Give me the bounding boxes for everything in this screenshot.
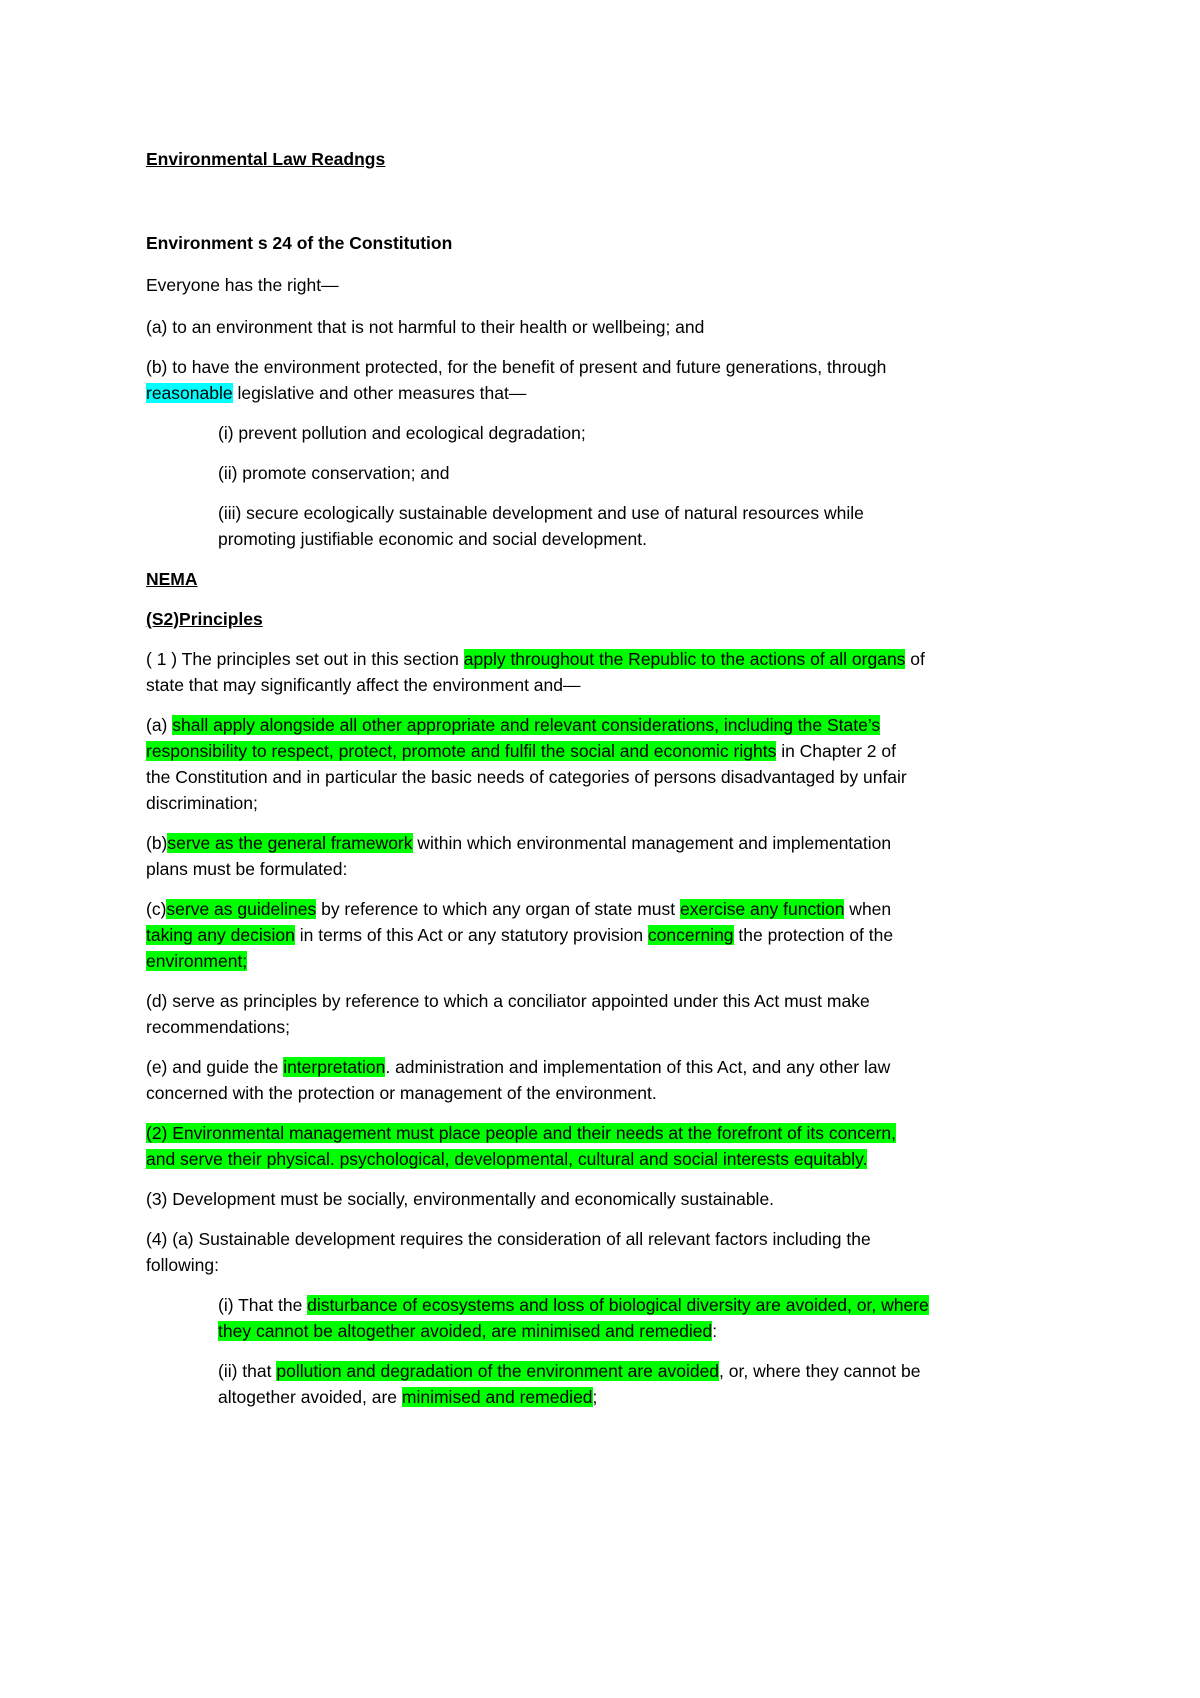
highlight: minimised and remedied [401,1387,593,1407]
s24-clause-b-line2: reasonable legislative and other measures that— [146,383,527,403]
s24-clause-b-line1: (b) to have the environment protected, for the benefit of present and future generations, through [146,357,887,377]
highlight-reasonable: reasonable [146,383,233,403]
principle-c-line2: taking any decision in terms of this Act or any statutory provision concerning the protection of the [146,925,894,945]
principle-3: (3) Development must be socially, environmentally and economically sustainable. [146,1189,775,1209]
highlight: concerning [647,925,734,945]
principle-e-line1: (e) and guide the interpretation. administration and implementation of this Act, and any other law [146,1057,891,1077]
principle-a-line2: responsibility to respect, protect, promote and fulfil the social and economic rights in Chapter 2 of [146,741,896,761]
principle-4-i-line2: they cannot be altogether avoided, are minimised and remedied: [218,1321,718,1341]
s24-intro: Everyone has the right— [146,275,339,295]
principle-b-line2: plans must be formulated: [146,859,348,879]
nema-heading: NEMA [146,569,198,589]
highlight: environment; [146,951,248,971]
highlight: disturbance of ecosystems and loss of biological diversity are avoided, or, where [307,1295,929,1315]
principle-b-line1: (b)serve as the general framework within which environmental management and implementation [146,833,892,853]
principle-4-line1: (4) (a) Sustainable development requires the consideration of all relevant factors including the [146,1229,871,1249]
principle-4-i-line1: (i) That the disturbance of ecosystems and loss of biological diversity are avoided, or, where [218,1295,929,1315]
section-heading-s24: Environment s 24 of the Constitution [146,233,453,253]
highlight: shall apply alongside all other appropriate and relevant considerations, including the State’s [172,715,881,735]
highlight: pollution and degradation of the environment are avoided [276,1361,720,1381]
principle-1-line1: ( 1 ) The principles set out in this section apply throughout the Republic to the actions of all organs of [146,649,925,669]
highlight: responsibility to respect, protect, promote and fulfil the social and economic rights [146,741,777,761]
principle-2-line1 [146,1120,896,1147]
principle-4-line2: following: [146,1255,219,1275]
highlight: and serve their physical. psychological, developmental, cultural and social interests equitably. [146,1149,868,1169]
principle-4-ii-line2: altogether avoided, are minimised and remedied; [218,1387,598,1407]
highlight: interpretation [283,1057,386,1077]
highlight: they cannot be altogether avoided, are minimised and remedied [218,1321,713,1341]
highlight: apply throughout the Republic to the actions of all organs [463,649,906,669]
highlight: (2) Environmental management must place people and their needs at the forefront of its concern, [146,1123,897,1143]
highlight: serve as guidelines [166,899,317,919]
principle-a-line3: the Constitution and in particular the basic needs of categories of persons disadvantaged by unfair [146,767,907,787]
principle-4-ii-line1: (ii) that pollution and degradation of the environment are avoided, or, where they cannot be [218,1361,921,1381]
highlight: exercise any function [680,899,845,919]
s24-clause-a: (a) to an environment that is not harmful to their health or wellbeing; and [146,317,705,337]
s24-subclause-iii-line1: (iii) secure ecologically sustainable development and use of natural resources while [218,503,864,523]
principle-d-line2: recommendations; [146,1017,290,1037]
principle-c-line3 [146,948,247,975]
principles-heading: (S2)Principles [146,609,263,629]
s24-subclause-ii: (ii) promote conservation; and [218,463,450,483]
principle-c-line1: (c)serve as guidelines by reference to which any organ of state must exercise any function when [146,899,892,919]
document-title: Environmental Law Readngs [146,149,386,169]
principle-a-line1: (a) shall apply alongside all other appropriate and relevant considerations, including the State’s [146,715,881,735]
s24-subclause-i: (i) prevent pollution and ecological degradation; [218,423,586,443]
principle-d-line1: (d) serve as principles by reference to which a conciliator appointed under this Act must make [146,991,870,1011]
principle-1-line2: state that may significantly affect the environment and— [146,675,581,695]
principle-a-line4: discrimination; [146,793,258,813]
s24-subclause-iii-line2: promoting justifiable economic and social development. [218,529,647,549]
principle-2-line2 [146,1146,867,1173]
highlight: taking any decision [146,925,295,945]
principle-e-line2: concerned with the protection or management of the environment. [146,1083,657,1103]
highlight: serve as the general framework [167,833,413,853]
